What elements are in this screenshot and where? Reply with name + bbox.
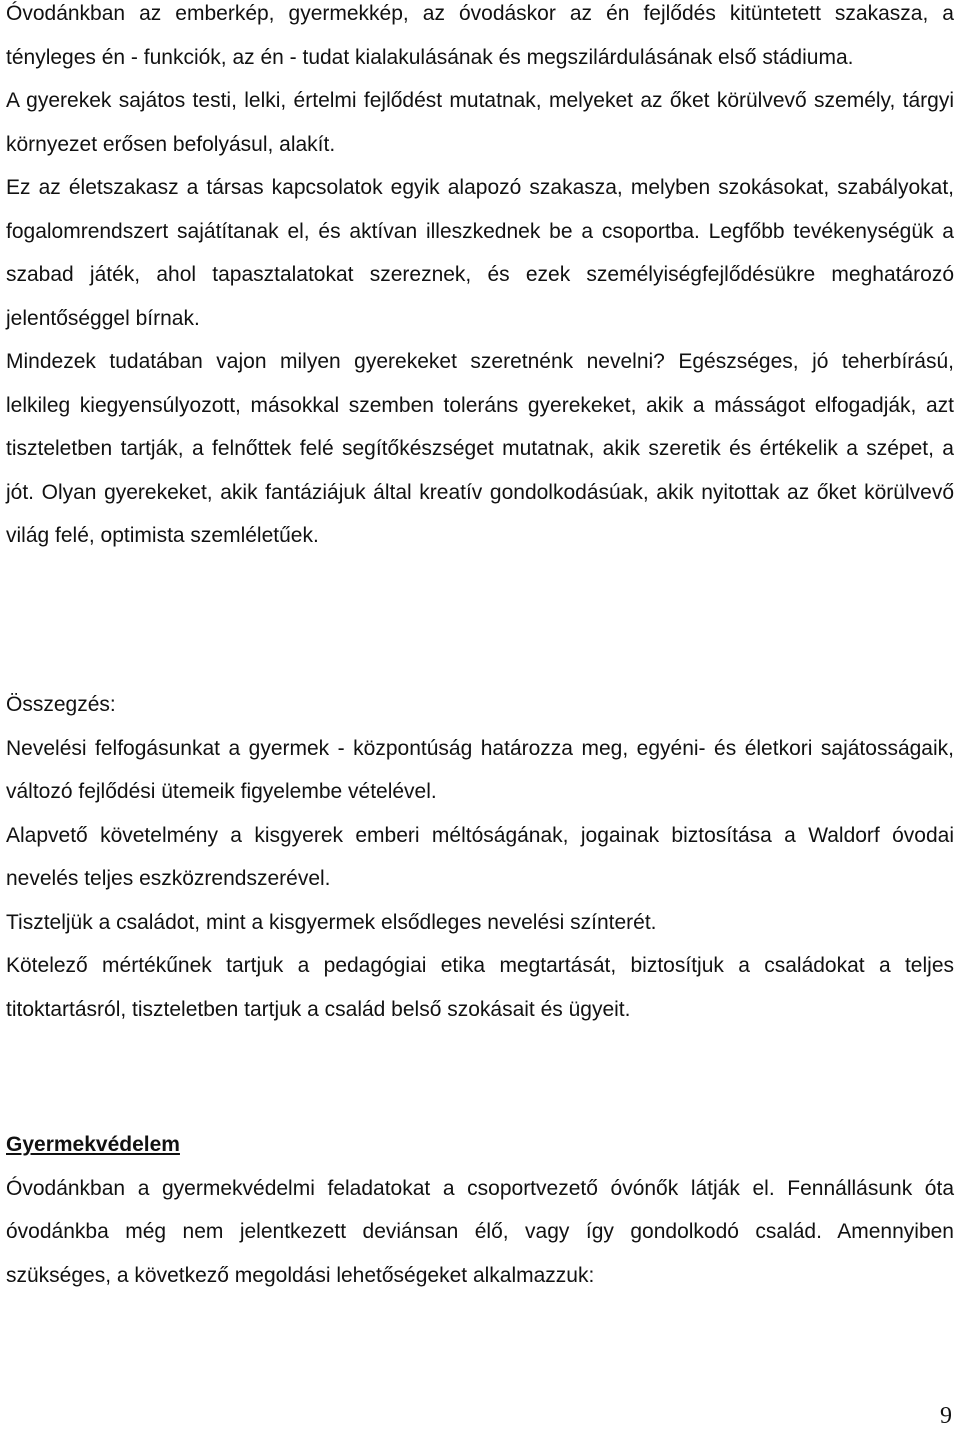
intro-paragraph-4: Mindezek tudatában vajon milyen gyerekeket szeretnénk nevelni? Egészséges, jó teherbírású, lelkileg kiegyensúlyozott, másokkal szemben toleráns gyerekeket, akik a másságot elfogadják, azt tiszteletben tartják, a felnőttek felé segítőkészséget mutatnak, akik szeretik és értékelik a szépet, a jót. Olyan gyerekeket, akik fantáziájuk által kreatív gondolkodásúak, akik nyitottak az őket körülvevő világ felé, optimista szemléletűek.: [6, 350, 954, 547]
summary-paragraph-2: Alapvető követelmény a kisgyerek emberi méltóságának, jogainak biztosítása a Waldorf óvodai nevelés teljes eszközrendszerével.: [6, 823, 954, 890]
summary-paragraph-1: Nevelési felfogásunkat a gyermek - központúság határozza meg, egyéni- és életkori sajátosságaik, változó fejlődési ütemeik figyelembe vételével.: [6, 736, 954, 803]
summary-paragraph-3: Tiszteljük a családot, mint a kisgyermek elsődleges nevelési színterét.: [6, 910, 657, 934]
summary-section: [6, 683, 954, 1031]
child-protection-heading: Gyermekvédelem: [6, 1133, 180, 1156]
intro-paragraph-1: Óvodánkban az emberkép, gyermekkép, az óvodáskor az én fejlődés kitüntetett szakasza, a tényleges én - funkciók, az én - tudat kialakulásának és megszilárdulásának első stádiuma.: [6, 2, 954, 69]
intro-paragraph-2: A gyerekek sajátos testi, lelki, értelmi fejlődést mutatnak, melyeket az őket körülvevő személy, tárgyi környezet erősen befolyásul, alakít.: [6, 89, 954, 156]
intro-section: [6, 0, 954, 558]
page-number: 9: [940, 1403, 952, 1429]
child-protection-paragraph-1: Óvodánkban a gyermekvédelmi feladatokat a csoportvezető óvónők látják el. Fennállásunk óta óvodánkba még nem jelentkezett deviánsan élő, vagy így gondolkodó család. Amennyiben szükséges, a következő megoldási lehetőségeket alkalmazzuk:: [6, 1176, 954, 1287]
summary-paragraph-4: Kötelező mértékűnek tartjuk a pedagógiai etika megtartását, biztosítjuk a családokat a teljes titoktartásról, tiszteletben tartjuk a család belső szokásait és ügyeit.: [6, 954, 954, 1021]
intro-paragraph-3: Ez az életszakasz a társas kapcsolatok egyik alapozó szakasza, melyben szokásokat, szabályokat, fogalomrendszert sajátítanak el, és aktívan illeszkednek be a csoportba. Legfőbb tevékenységük a szabad játék, ahol tapasztalatokat szereznek, és ezek személyiségfejlődésükre meghatározó jelentőséggel bírnak.: [6, 176, 954, 330]
summary-heading: Összegzés:: [6, 693, 116, 716]
child-protection-section: [6, 1123, 954, 1297]
